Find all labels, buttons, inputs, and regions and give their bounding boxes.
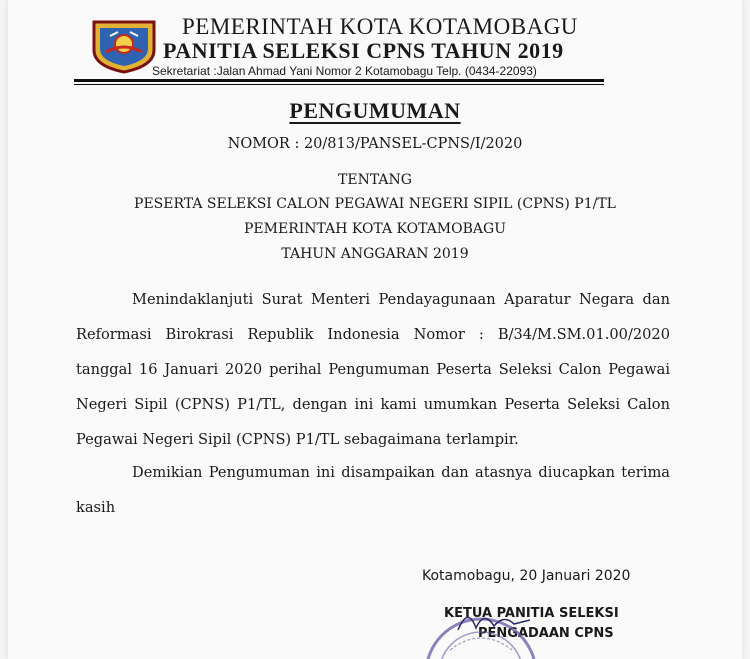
body-paragraph-2-text: Demikian Pengumuman ini disampaikan dan atasnya diucapkan terima kasih bbox=[76, 464, 670, 516]
announcement-number: NOMOR : 20/813/PANSEL-CPNS/I/2020 bbox=[227, 136, 523, 152]
announcement-title: PENGUMUMAN bbox=[289, 98, 461, 123]
letterhead-rule-thick bbox=[74, 79, 604, 82]
document-page bbox=[8, 0, 742, 659]
about-label: TENTANG bbox=[338, 172, 412, 188]
body-paragraph-2 bbox=[76, 455, 670, 525]
place-date: Kotamobagu, 20 Januari 2020 bbox=[422, 568, 631, 584]
org-name-line1: PEMERINTAH KOTA KOTAMOBAGU bbox=[182, 14, 578, 39]
letterhead-rule-thin bbox=[74, 84, 604, 85]
subject-line-3: TAHUN ANGGARAN 2019 bbox=[281, 246, 469, 262]
subject-line-2: PEMERINTAH KOTA KOTAMOBAGU bbox=[244, 221, 506, 237]
body-paragraph-1-text: Menindaklanjuti Surat Menteri Pendayagunaan Aparatur Negara dan Reformasi Birokrasi Republik Indonesia Nomor : B/34/M.SM.01.00/2020 tanggal 16 Januari 2020 perihal Pengumuman Peserta Seleksi Calon Pegawai Negeri Sipil (CPNS) P1/TL, dengan ini kami umumkan Peserta Seleksi Calon Pegawai Negeri Sipil (CPNS) P1/TL sebagaimana terlampir. bbox=[76, 291, 670, 448]
signer-role-line2: PENGADAAN CPNS bbox=[478, 626, 614, 641]
city-emblem-icon bbox=[88, 16, 160, 74]
signature-scribble-icon bbox=[454, 600, 534, 640]
subject-line-1: PESERTA SELEKSI CALON PEGAWAI NEGERI SIPIL (CPNS) P1/TL bbox=[134, 196, 616, 212]
body-paragraph-1 bbox=[76, 282, 670, 457]
org-name-line2: PANITIA SELEKSI CPNS TAHUN 2019 bbox=[163, 38, 564, 63]
org-address: Sekretariat :Jalan Ahmad Yani Nomor 2 Kotamobagu Telp. (0434-22093) bbox=[152, 64, 537, 78]
signer-role-line1: KETUA PANITIA SELEKSI bbox=[444, 606, 619, 621]
